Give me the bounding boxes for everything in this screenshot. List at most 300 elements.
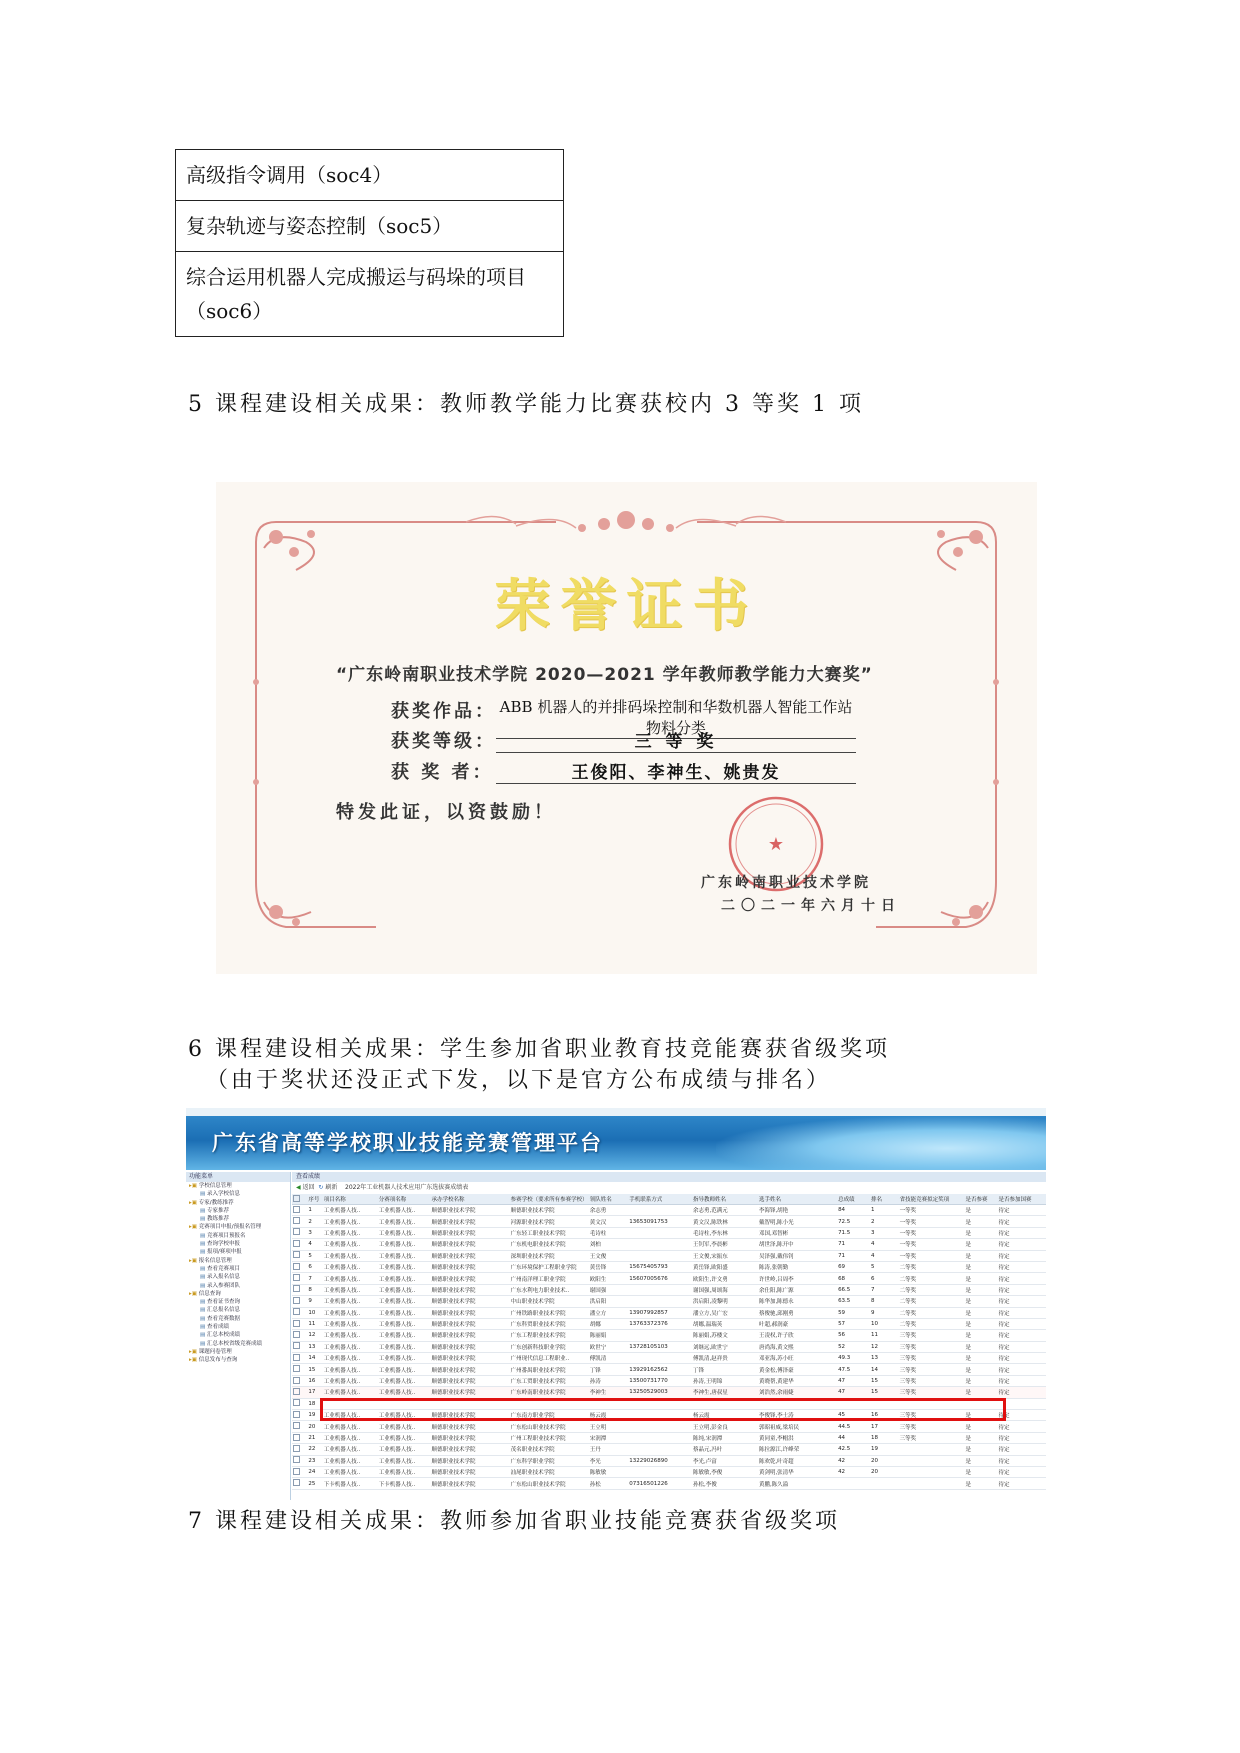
table-cell: 刘浩然,余雨婕 — [758, 1387, 837, 1398]
table-cell: 中山职业技术学院 — [510, 1296, 589, 1307]
table-cell: 工业机器人技.. — [378, 1387, 431, 1398]
table-cell: 是 — [965, 1250, 998, 1261]
menu-item[interactable] — [186, 1215, 290, 1223]
table-cell: 工业机器人技.. — [378, 1330, 431, 1341]
table-cell: 工业机器人技.. — [378, 1307, 431, 1318]
table-cell: 傅凯清 — [589, 1353, 629, 1364]
table-cell: 5 — [307, 1250, 322, 1261]
table-cell — [628, 1466, 692, 1477]
table-cell: 13229026890 — [628, 1455, 692, 1466]
folder-icon: ▸▣ — [189, 1199, 199, 1206]
column-header[interactable]: 总成绩 — [837, 1194, 870, 1205]
table-cell: 25 — [307, 1478, 322, 1489]
row-checkbox[interactable] — [292, 1307, 307, 1318]
certificate-title: 荣誉证书 — [494, 574, 759, 639]
table-cell: 工业机器人技.. — [323, 1444, 378, 1455]
table-cell: 二等奖 — [899, 1318, 965, 1329]
menu-item-label: 汇总本校成绩 — [206, 1332, 240, 1339]
menu-item[interactable] — [186, 1273, 290, 1281]
table-cell: 工业机器人技.. — [378, 1227, 431, 1238]
table-cell: 6 — [870, 1273, 899, 1284]
table-cell: 10 — [870, 1318, 899, 1329]
table-cell: 工业机器人技.. — [378, 1466, 431, 1477]
table-cell: 工业机器人技.. — [323, 1330, 378, 1341]
menu-item-label: 录入报名信息 — [206, 1274, 240, 1281]
table-cell: 工业机器人技.. — [378, 1205, 431, 1216]
level-label: 获奖等级： — [391, 731, 496, 752]
row-checkbox[interactable] — [292, 1444, 307, 1455]
table-cell: 是 — [965, 1455, 998, 1466]
table-cell: 工业机器人技.. — [323, 1216, 378, 1227]
table-cell: 4 — [307, 1239, 322, 1250]
level-value: 三 等 奖 — [496, 727, 856, 753]
table-cell: 王文俊 — [589, 1250, 629, 1261]
table-cell: 9 — [870, 1307, 899, 1318]
table-cell: 69 — [837, 1261, 870, 1272]
table-cell: 三等奖 — [899, 1410, 965, 1421]
work-value: ABB 机器人的并排码垛控制和华数机器人智能工作站物料分类 — [496, 696, 856, 739]
page-icon: ▤ — [200, 1282, 207, 1289]
table-cell: 13 — [870, 1353, 899, 1364]
table-cell: 蔡俊驰,邱刚勇 — [758, 1307, 837, 1318]
table-cell: 是 — [965, 1410, 998, 1421]
row-checkbox[interactable] — [292, 1387, 307, 1398]
column-header[interactable]: 承办学校名称 — [430, 1194, 509, 1205]
soc-cell: 高级指令调用（soc4） — [176, 150, 564, 201]
table-cell: 潘立方,吴广宏 — [692, 1307, 758, 1318]
table-row[interactable] — [292, 1250, 1046, 1261]
table-cell: 欧阳生,许文勇 — [692, 1273, 758, 1284]
table-cell: 广东科学职业学院 — [510, 1455, 589, 1466]
table-cell: 68 — [837, 1273, 870, 1284]
column-header[interactable]: 省技能竞赛拟定奖项 — [899, 1194, 965, 1205]
table-cell: 陈涛,张朝勤 — [758, 1261, 837, 1272]
table-cell: 工业机器人技.. — [323, 1375, 378, 1386]
table-cell: 工业机器人技.. — [378, 1410, 431, 1421]
folder-icon: ▸▣ — [189, 1257, 199, 1264]
table-cell: 顺德职业技术学院 — [430, 1444, 509, 1455]
table-cell: 顺德职业技术学院 — [430, 1387, 509, 1398]
table-cell: 顺德职业技术学院 — [430, 1307, 509, 1318]
table-cell: 11 — [870, 1330, 899, 1341]
table-cell: 24 — [307, 1466, 322, 1477]
table-cell: 顺德职业技术学院 — [430, 1421, 509, 1432]
table-header-row — [292, 1194, 1046, 1205]
table-cell: 待定 — [998, 1284, 1047, 1295]
page-icon: ▤ — [200, 1324, 207, 1331]
table-cell: 戴智明,陈小光 — [758, 1216, 837, 1227]
column-header[interactable]: 指导教师姓名 — [692, 1194, 758, 1205]
table-cell: 56 — [837, 1330, 870, 1341]
table-cell: 18 — [870, 1432, 899, 1443]
folder-icon: ▸▣ — [189, 1348, 199, 1355]
table-row[interactable] — [292, 1375, 1046, 1386]
work-label: 获奖作品： — [391, 701, 496, 722]
menu-item-label: 汇总报名信息 — [206, 1307, 240, 1314]
table-cell: 是 — [965, 1364, 998, 1375]
menu-list — [186, 1182, 290, 1365]
table-cell: 工业机器人技.. — [378, 1284, 431, 1295]
row-checkbox[interactable] — [292, 1318, 307, 1329]
highlight-box — [320, 1398, 1006, 1421]
table-cell: 17 — [307, 1387, 322, 1398]
row-checkbox[interactable] — [292, 1250, 307, 1261]
table-row[interactable] — [292, 1466, 1046, 1477]
table-cell: 是 — [965, 1261, 998, 1272]
page-icon: ▤ — [200, 1249, 207, 1256]
column-header[interactable]: 排名 — [870, 1194, 899, 1205]
table-row[interactable] — [292, 1455, 1046, 1466]
table-cell: 52 — [837, 1341, 870, 1352]
table-row[interactable] — [292, 1216, 1046, 1227]
table-cell — [628, 1239, 692, 1250]
table-cell — [628, 1353, 692, 1364]
table-cell: 是 — [965, 1387, 998, 1398]
table-cell: 李俊锋,李士涛 — [758, 1410, 837, 1421]
row-checkbox[interactable] — [292, 1227, 307, 1238]
table-cell: 22 — [307, 1444, 322, 1455]
menu-item-label: 报名信息管理 — [198, 1257, 232, 1264]
menu-item[interactable] — [186, 1348, 290, 1356]
column-header[interactable]: 是否参加国赛 — [998, 1194, 1047, 1205]
table-cell: 工业机器人技.. — [323, 1455, 378, 1466]
menu-item[interactable] — [186, 1282, 290, 1290]
table-cell: 下卡机器人技.. — [323, 1478, 378, 1489]
table-cell: 3 — [307, 1227, 322, 1238]
competition-platform-screenshot — [186, 1108, 1046, 1500]
column-header[interactable]: 选手姓名 — [758, 1194, 837, 1205]
table-cell: 下卡机器人技.. — [378, 1478, 431, 1489]
row-checkbox[interactable] — [292, 1421, 307, 1432]
table-cell: 59 — [837, 1307, 870, 1318]
table-cell: 广东创新科技职业学院 — [510, 1341, 589, 1352]
table-cell: 顺德职业技术学院 — [430, 1455, 509, 1466]
row-checkbox[interactable] — [292, 1364, 307, 1375]
table-cell: 待定 — [998, 1250, 1047, 1261]
table-cell: 茂名职业技术学院 — [510, 1444, 589, 1455]
table-cell: 待定 — [998, 1478, 1047, 1489]
row-checkbox[interactable] — [292, 1375, 307, 1386]
table-cell: 工业机器人技.. — [323, 1227, 378, 1238]
table-cell: 待定 — [998, 1421, 1047, 1432]
table-cell: 黄岳锋,欧阳盛 — [692, 1261, 758, 1272]
menu-item-label: 竞赛项目申报/预报名管理 — [198, 1224, 262, 1231]
row-checkbox[interactable] — [292, 1353, 307, 1364]
table-cell: 1 — [870, 1205, 899, 1216]
column-header[interactable]: 序号 — [307, 1194, 322, 1205]
table-cell: 黄鹏,陈久溢 — [758, 1478, 837, 1489]
table-cell: 15675405793 — [628, 1261, 692, 1272]
back-icon[interactable]: ◀ — [296, 1184, 301, 1191]
menu-item[interactable] — [186, 1232, 290, 1240]
column-header[interactable]: 领队姓名 — [589, 1194, 629, 1205]
table-cell: 16 — [870, 1410, 899, 1421]
table-cell: 工业机器人技.. — [323, 1205, 378, 1216]
table-cell: 13728105103 — [628, 1341, 692, 1352]
table-cell: 杨云霞 — [589, 1410, 629, 1421]
table-row[interactable] — [292, 1307, 1046, 1318]
column-header[interactable]: 手机联系方式 — [628, 1194, 692, 1205]
menu-item[interactable] — [186, 1190, 290, 1198]
menu-item-label: 信息发布与查询 — [198, 1357, 238, 1364]
table-cell — [628, 1227, 692, 1238]
table-cell: 是 — [965, 1239, 998, 1250]
row-checkbox[interactable] — [292, 1398, 307, 1409]
table-row[interactable] — [292, 1341, 1046, 1352]
table-cell: 吴泽强,戴伟钊 — [758, 1250, 837, 1261]
table-cell: 宋润潭 — [589, 1432, 629, 1443]
table-cell: 广东环境保护工程职业学院 — [510, 1261, 589, 1272]
table-row[interactable] — [292, 1239, 1046, 1250]
column-header[interactable]: 项目名称 — [323, 1194, 378, 1205]
table-cell: 是 — [965, 1421, 998, 1432]
row-checkbox[interactable] — [292, 1341, 307, 1352]
table-cell: 胡世泽,陈开中 — [758, 1239, 837, 1250]
table-cell: 陈华加,陈德永 — [758, 1296, 837, 1307]
banner-swoosh — [716, 1116, 1046, 1170]
menu-item[interactable] — [186, 1290, 290, 1298]
table-cell: 3 — [870, 1227, 899, 1238]
table-cell: 王凌权,许子欣 — [758, 1330, 837, 1341]
soc-cell: 综合运用机器人完成搬运与码垛的项目（soc6） — [176, 252, 564, 337]
table-cell: 工业机器人技.. — [323, 1421, 378, 1432]
table-row[interactable] — [292, 1364, 1046, 1375]
table-cell: 顺德职业技术学院 — [430, 1273, 509, 1284]
table-cell — [837, 1478, 870, 1489]
table-cell: 工业机器人技.. — [323, 1353, 378, 1364]
row-checkbox[interactable] — [292, 1205, 307, 1216]
table-cell: 顺德职业技术学院 — [430, 1250, 509, 1261]
row-checkbox[interactable] — [292, 1330, 307, 1341]
table-cell: 16 — [307, 1375, 322, 1386]
table-cell: 待定 — [998, 1375, 1047, 1386]
table-cell: 邓国,邓智彬 — [758, 1227, 837, 1238]
table-cell: 15 — [870, 1375, 899, 1386]
table-cell: 王钊军,李晨彬 — [692, 1239, 758, 1250]
issue-date: 二〇二一年六月十日 — [721, 898, 901, 914]
table-cell: 12 — [870, 1341, 899, 1352]
table-cell: 三等奖 — [899, 1421, 965, 1432]
table-row[interactable] — [292, 1273, 1046, 1284]
table-cell — [870, 1478, 899, 1489]
table-cell: 毛诗柱,李东林 — [692, 1227, 758, 1238]
table-cell — [628, 1330, 692, 1341]
table-row[interactable] — [292, 1444, 1046, 1455]
table-row[interactable] — [292, 1353, 1046, 1364]
table-cell: 23 — [307, 1455, 322, 1466]
menu-item[interactable] — [186, 1207, 290, 1215]
table-cell: 顺德职业技术学院 — [430, 1227, 509, 1238]
row-checkbox[interactable] — [292, 1239, 307, 1250]
table-cell: 待定 — [998, 1261, 1047, 1272]
menu-item-label: 查看成绩 — [206, 1324, 229, 1331]
table-cell: 待定 — [998, 1410, 1047, 1421]
table-cell: 一等奖 — [899, 1216, 965, 1227]
table-cell: 二等奖 — [899, 1273, 965, 1284]
table-cell: 欧世宁 — [589, 1341, 629, 1352]
table-cell: 孙涛,王明锦 — [692, 1375, 758, 1386]
page-icon: ▤ — [200, 1216, 207, 1223]
table-cell: 刘继远,欧世宁 — [692, 1341, 758, 1352]
table-cell: 余志勇 — [589, 1205, 629, 1216]
refresh-icon[interactable]: ↻ — [318, 1184, 324, 1191]
table-cell: 李神生,唐叔星 — [692, 1387, 758, 1398]
table-cell: 王丹 — [589, 1444, 629, 1455]
table-row[interactable] — [292, 1284, 1046, 1295]
row-checkbox[interactable] — [292, 1216, 307, 1227]
table-cell: 余仕阳,陈广源 — [758, 1284, 837, 1295]
table-cell: 顺德职业技术学院 — [430, 1239, 509, 1250]
table-cell: 顺德职业技术学院 — [430, 1205, 509, 1216]
table-cell: 6 — [307, 1261, 322, 1272]
table-cell: 是 — [965, 1284, 998, 1295]
table-cell: 胡娜 — [589, 1318, 629, 1329]
table-cell: 工业机器人技.. — [323, 1466, 378, 1477]
row-checkbox[interactable] — [292, 1478, 307, 1489]
back-button[interactable]: 返回 — [302, 1184, 315, 1191]
menu-item[interactable] — [186, 1306, 290, 1314]
menu-item[interactable] — [186, 1331, 290, 1339]
table-cell: 谢国强,周颂海 — [692, 1284, 758, 1295]
row-checkbox[interactable] — [292, 1284, 307, 1295]
results-panel — [292, 1172, 1046, 1500]
table-row[interactable] — [292, 1387, 1046, 1398]
table-cell: 顺德职业技术学院 — [430, 1296, 509, 1307]
menu-item[interactable] — [186, 1323, 290, 1331]
row-checkbox[interactable] — [292, 1455, 307, 1466]
menu-item-label: 汇总本校省级竞赛成绩 — [206, 1340, 262, 1347]
table-cell: 是 — [965, 1205, 998, 1216]
table-cell: 待定 — [998, 1387, 1047, 1398]
table-cell: 工业机器人技.. — [323, 1296, 378, 1307]
soc-table — [175, 149, 564, 337]
table-cell — [628, 1284, 692, 1295]
table-cell: 42 — [837, 1455, 870, 1466]
table-cell: 13907992857 — [628, 1307, 692, 1318]
page-icon: ▤ — [200, 1274, 207, 1281]
table-cell: 15 — [307, 1364, 322, 1375]
table-cell: 待定 — [998, 1273, 1047, 1284]
table-cell: 一等奖 — [899, 1250, 965, 1261]
table-cell: 工业机器人技.. — [378, 1353, 431, 1364]
table-cell: 18 — [307, 1398, 322, 1409]
refresh-button[interactable]: 刷新 — [325, 1184, 338, 1191]
table-cell: 工业机器人技.. — [323, 1318, 378, 1329]
table-row[interactable] — [292, 1205, 1046, 1216]
table-cell: 13763372376 — [628, 1318, 692, 1329]
page-icon: ▤ — [200, 1207, 207, 1214]
row-checkbox[interactable] — [292, 1296, 307, 1307]
column-header[interactable]: 是否参赛 — [965, 1194, 998, 1205]
table-cell: 20 — [870, 1455, 899, 1466]
select-all-checkbox[interactable] — [292, 1194, 307, 1205]
table-cell: 是 — [965, 1330, 998, 1341]
page-icon: ▤ — [200, 1191, 207, 1198]
table-cell: 20 — [870, 1466, 899, 1477]
table-cell: 15 — [870, 1387, 899, 1398]
table-cell: 三等奖 — [899, 1330, 965, 1341]
menu-item[interactable] — [186, 1298, 290, 1306]
table-cell: 71.5 — [837, 1227, 870, 1238]
table-cell: 1 — [307, 1205, 322, 1216]
section7-heading: 7 课程建设相关成果：教师参加省职业技能竞赛获省级奖项 — [188, 1509, 840, 1534]
table-cell: 谢国强 — [589, 1284, 629, 1295]
table-cell: 黄金松,傅泽豪 — [758, 1364, 837, 1375]
table-cell: 7 — [870, 1284, 899, 1295]
menu-item-label: 报项/赛项申报 — [206, 1249, 242, 1256]
menu-item[interactable] — [186, 1315, 290, 1323]
column-header[interactable]: 参赛学校（要求所有参赛学校） — [510, 1194, 589, 1205]
table-row[interactable] — [292, 1227, 1046, 1238]
row-checkbox[interactable] — [292, 1410, 307, 1421]
menu-item[interactable] — [186, 1265, 290, 1273]
folder-icon: ▸▣ — [189, 1357, 199, 1364]
menu-item[interactable] — [186, 1340, 290, 1348]
table-row[interactable] — [292, 1261, 1046, 1272]
table-cell: 11 — [307, 1318, 322, 1329]
table-cell: 工业机器人技.. — [323, 1239, 378, 1250]
row-checkbox[interactable] — [292, 1261, 307, 1272]
table-row[interactable] — [292, 1318, 1046, 1329]
table-row[interactable] — [292, 1432, 1046, 1443]
table-cell: 孙松 — [589, 1478, 629, 1489]
table-cell — [899, 1478, 965, 1489]
table-row[interactable] — [292, 1296, 1046, 1307]
table-cell: 广州南洋理工职业学院 — [510, 1273, 589, 1284]
table-cell: 待定 — [998, 1227, 1047, 1238]
results-header: 查看成绩 — [292, 1172, 1046, 1182]
folder-icon: ▸▣ — [189, 1183, 199, 1189]
menu-item[interactable] — [186, 1356, 290, 1364]
menu-item[interactable] — [186, 1199, 290, 1207]
page-icon: ▤ — [200, 1299, 207, 1306]
row-checkbox[interactable] — [292, 1432, 307, 1443]
menu-item-label: 竞赛项目预报名 — [206, 1232, 246, 1239]
table-cell: 工业机器人技.. — [323, 1284, 378, 1295]
table-row[interactable] — [292, 1330, 1046, 1341]
table-cell: 丁锋 — [692, 1364, 758, 1375]
table-cell: 72.5 — [837, 1216, 870, 1227]
table-cell: 工业机器人技.. — [323, 1307, 378, 1318]
table-cell: 三等奖 — [899, 1387, 965, 1398]
table-cell: 13929162562 — [628, 1364, 692, 1375]
table-cell — [628, 1250, 692, 1261]
row-checkbox[interactable] — [292, 1273, 307, 1284]
table-row[interactable] — [292, 1421, 1046, 1432]
page-icon: ▤ — [200, 1307, 207, 1314]
table-cell: 是 — [965, 1432, 998, 1443]
menu-item[interactable] — [186, 1182, 290, 1190]
table-cell: 工业机器人技.. — [323, 1410, 378, 1421]
menu-item[interactable] — [186, 1257, 290, 1265]
menu-item[interactable] — [186, 1223, 290, 1231]
table-cell: 顺德职业技术学院 — [430, 1330, 509, 1341]
menu-item-label: 查看竞赛数据 — [206, 1315, 240, 1322]
table-cell: 孙松,李俊 — [692, 1478, 758, 1489]
table-cell: 工业机器人技.. — [323, 1387, 378, 1398]
menu-item-label: 查询学校申报 — [206, 1241, 240, 1248]
results-table — [292, 1194, 1046, 1490]
menu-item[interactable] — [186, 1240, 290, 1248]
table-cell: 叶超,郝润豪 — [758, 1318, 837, 1329]
row-checkbox[interactable] — [292, 1466, 307, 1477]
table-cell: 4 — [870, 1250, 899, 1261]
table-row[interactable] — [292, 1478, 1046, 1489]
table-cell: 广东水利电力职业技术.. — [510, 1284, 589, 1295]
table-cell: 是 — [965, 1444, 998, 1455]
menu-item[interactable] — [186, 1248, 290, 1256]
column-header[interactable]: 分赛项名称 — [378, 1194, 431, 1205]
